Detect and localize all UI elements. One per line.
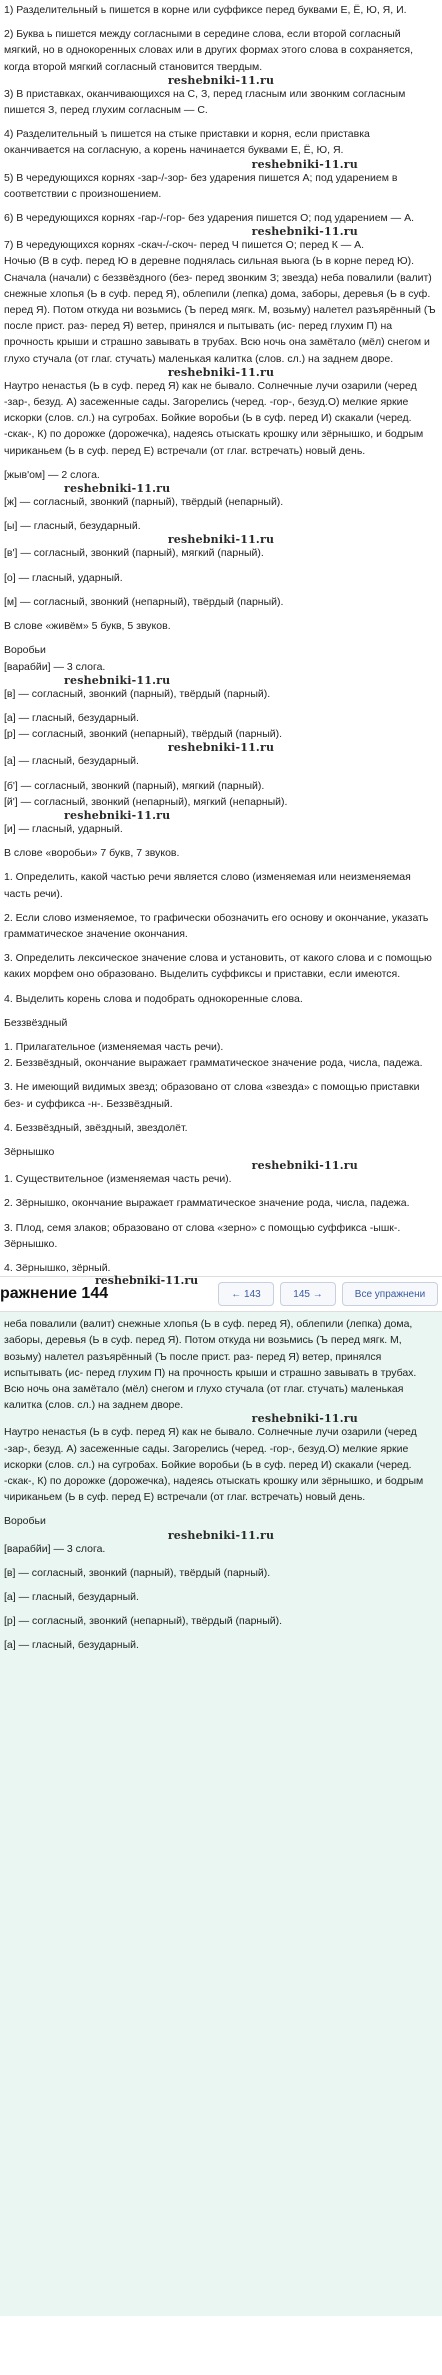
watermark: reshebniki-11.ru — [64, 482, 171, 496]
exercise-nav-bar — [0, 1276, 442, 1312]
phonetic-line: [а] — гласный, безударный. — [4, 755, 139, 768]
watermark: reshebniki-11.ru — [251, 225, 358, 239]
watermark: reshebniki-11.ru — [64, 808, 171, 822]
phonetic-summary: В слове «живём» 5 букв, 5 звуков. — [4, 620, 171, 633]
phonetic-line: [ж] — согласный, звонкий (парный), твёрдый (непарный). — [4, 496, 284, 509]
rule-5: 5) В чередующихся корнях -зар-/-зор- без ударения пишется А; под ударением в соответствии с произношением. — [4, 171, 398, 200]
analysis-line: 3. Плод, семя злаков; образовано от слова «зерно» с помощью суффикса -ышк-. Зёрнышко. — [4, 1221, 401, 1250]
watermark: reshebniki-11.ru — [251, 1159, 358, 1173]
rule-1: 1) Разделительный ь пишется в корне или суффиксе перед буквами Е, Ё, Ю, Я, И. — [4, 4, 407, 16]
next-exercise-button[interactable]: 145 → — [280, 1282, 336, 1306]
all-exercises-button[interactable]: Все упражнени — [342, 1282, 438, 1306]
text-paragraph-1: Ночью (В в суф. перед Ю в деревне поднялась сильная вьюга (Ь в корне перед Ю). Сначала (начали) с беззвёздного (без- перед звонким З; звезда) неба повалили (валит) снежные хлопья (Ь в суф. перед Я), облепили (лепка) дома, заборы, деревья (Ь в суф. перед Я). Потом откуда ни возьмись (Ъ перед мягк. М, возьму) налетел разъярённый (Ъ после прист. раз- перед Я) ветер, принялся и пытывать (ис- перед глухим П) на прочность крыши и страшно завывать в трубах. Всю ночь она замётало (мёл) снегом и глухо стучала (от глаг. стучать) маленькая калитка (слов. сл.) на заднем дворе. — [4, 255, 436, 365]
task-3: 3. Определить лексическое значение слова и установить, от какого слова и с помощью каких морфем оно образовано. Выделить суффиксы и приставки, если имеются. — [4, 952, 432, 981]
watermark: reshebniki-11.ru — [167, 73, 275, 87]
analysis-line: 2. Зёрнышко, окончание выражает грамматическое значение рода, числа, падежа. — [4, 1197, 410, 1210]
phonetic-line: [в] — согласный, звонкий (парный), твёрдый (парный). — [4, 1566, 271, 1579]
text-paragraph-2: Наутро ненастья (Ь в суф. перед Я) как не бывало. Солнечные лучи озарили (черед -зар-, безуд. А) засеженные сады. Загорелись (черед. -гор-, безуд.О) мелкие яркие искорки (слов. сл.) на сугробах. Бойкие воробьи (Ь в суф. перед И) скакали (черед. -скак-, К) по дорожке (дорожечка), надеясь отыскать крошку или зёрнышко, и бодрым чириканьем (Ь в суф. перед Е) встречали (от глаг. встречать) новый день. — [4, 1426, 424, 1504]
phonetic-line: [а] — гласный, безударный. — [4, 711, 139, 724]
text-paragraph-1: неба повалили (валит) снежные хлопья (Ь в суф. перед Я), облепили (лепка) дома, заборы, деревья (Ь в суф. перед Я). Потом откуда ни возьмись (Ъ перед мягк. М, возьму) налетел разъярённый (Ъ после прист. раз- перед Я) ветер, принялся испытывать (ис- перед глухим П) на прочность крыши и страшно завывать в трубах. Всю ночь она замётало (мёл) снегом и глухо стучала (от глаг. стучать) маленькая калитка (слов. сл.) на заднем дворе. — [4, 1318, 417, 1412]
analysis-line: 1. Прилагательное (изменяемая часть речи). — [4, 1040, 224, 1053]
phonetic-line: [и] — гласный, ударный. — [4, 822, 123, 835]
exercise-title: ражнение 144 — [0, 1285, 109, 1303]
phonetic-transcription: [варабйи] — 3 слога. — [4, 660, 106, 673]
task-2: 2. Если слово изменяемое, то графически обозначить его основу и окончание, указать грамматическое значение окончания. — [4, 911, 429, 940]
task-4: 4. Выделить корень слова и подобрать однокоренные слова. — [4, 992, 303, 1005]
phonetic-line: [р] — согласный, звонкий (непарный), твёрдый (парный). — [4, 728, 283, 741]
phonetic-line: [о] — гласный, ударный. — [4, 571, 123, 584]
phonetic-line: [в] — согласный, звонкий (парный), твёрдый (парный). — [4, 687, 271, 700]
rule-6: 6) В чередующихся корнях -гар-/-гор- без ударения пишется О; под ударением — А. — [4, 212, 415, 225]
phonetic-line: [м] — согласный, звонкий (непарный), твёрдый (парный). — [4, 595, 284, 608]
word-heading: Беззвёздный — [4, 1016, 68, 1029]
analysis-line: 1. Существительное (изменяемая часть речи). — [4, 1173, 232, 1186]
phonetic-line: [а] — гласный, безударный. — [4, 1591, 139, 1604]
exercise-content — [0, 1312, 442, 2316]
watermark: reshebniki-11.ru — [167, 1528, 275, 1542]
analysis-line: 2. Беззвёздный, окончание выражает грамматическое значение рода, числа, падежа. — [4, 1057, 423, 1070]
watermark: reshebniki-11.ru — [251, 1412, 358, 1426]
phonetic-line: [й'] — согласный, звонкий (непарный), мягкий (непарный). — [4, 795, 288, 808]
phonetic-summary: В слове «воробьи» 7 букв, 7 звуков. — [4, 847, 180, 860]
phonetic-line: [жыв'ом] — 2 слога. — [4, 468, 100, 481]
rule-3: 3) В приставках, оканчивающихся на С, З, перед гласным или звонким согласным пишется З, перед глухим согласным — С. — [4, 87, 406, 117]
prev-exercise-button[interactable]: ← 143 — [218, 1282, 274, 1306]
phonetic-line: [ы] — гласный, безударный. — [4, 520, 141, 533]
phonetic-line: [в'] — согласный, звонкий (парный), мягкий (парный). — [4, 547, 264, 560]
word-heading: Воробьи — [4, 644, 46, 657]
analysis-line: 4. Зёрнышко, зёрный. — [4, 1261, 111, 1274]
analysis-line: 4. Беззвёздный, звёздный, звездолёт. — [4, 1121, 188, 1134]
phonetic-line: [а] — гласный, безударный. — [4, 1639, 139, 1652]
word-heading: Воробьи — [4, 1515, 46, 1528]
task-1: 1. Определить, какой частью речи является слово (изменяемая или неизменяемая часть речи). — [4, 871, 411, 900]
text-paragraph-2: Наутро ненастья (Ь в суф. перед Я) как не бывало. Солнечные лучи озарили (черед -зар-, безуд. А) засеженные сады. Загорелись (черед. -гор-, безуд.О) мелкие яркие искорки (слов. сл.) на сугробах. Бойкие воробьи (Ь в суф. перед И) скакали (черед. -скак-, К) по дорожке (дорожечка), надеясь отыскать крошку или зёрнышко, и бодрым чириканьем (Ь в суф. перед Е) встречали (от глаг. встречать) новый день. — [4, 379, 424, 457]
watermark: reshebniki-11.ru — [167, 533, 275, 547]
rule-2: 2) Буква ь пишется между согласными в середине слова, если второй согласный мягкий, но в однокоренных словах или в других формах этого слова в сохраняется, когда второй мягкий согласный становится твердым. — [4, 28, 414, 73]
phonetic-transcription: [варабйи] — 3 слога. — [4, 1542, 106, 1555]
word-heading: Зёрнышко — [4, 1145, 55, 1158]
watermark: reshebniki-11.ru — [95, 1274, 199, 1288]
phonetic-line: [р] — согласный, звонкий (непарный), твёрдый (парный). — [4, 1615, 283, 1628]
rule-4: 4) Разделительный ъ пишется на стыке приставки и корня, если приставка оканчивается на согласную, а корень начинается буквами Е, Ё, Ю, Я. — [4, 128, 370, 157]
watermark: reshebniki-11.ru — [167, 741, 275, 755]
watermark: reshebniki-11.ru — [251, 157, 358, 171]
watermark: reshebniki-11.ru — [167, 365, 275, 379]
phonetic-line: [б'] — согласный, звонкий (парный), мягкий (парный). — [4, 779, 265, 792]
analysis-line: 3. Не имеющий видимых звезд; образовано от слова «звезда» с помощью приставки без- и суффикса -н-. Беззвёздный. — [4, 1081, 420, 1110]
rule-7: 7) В чередующихся корнях -скач-/-скоч- перед Ч пишется О; перед К — А. — [4, 239, 365, 252]
watermark: reshebniki-11.ru — [64, 673, 171, 687]
